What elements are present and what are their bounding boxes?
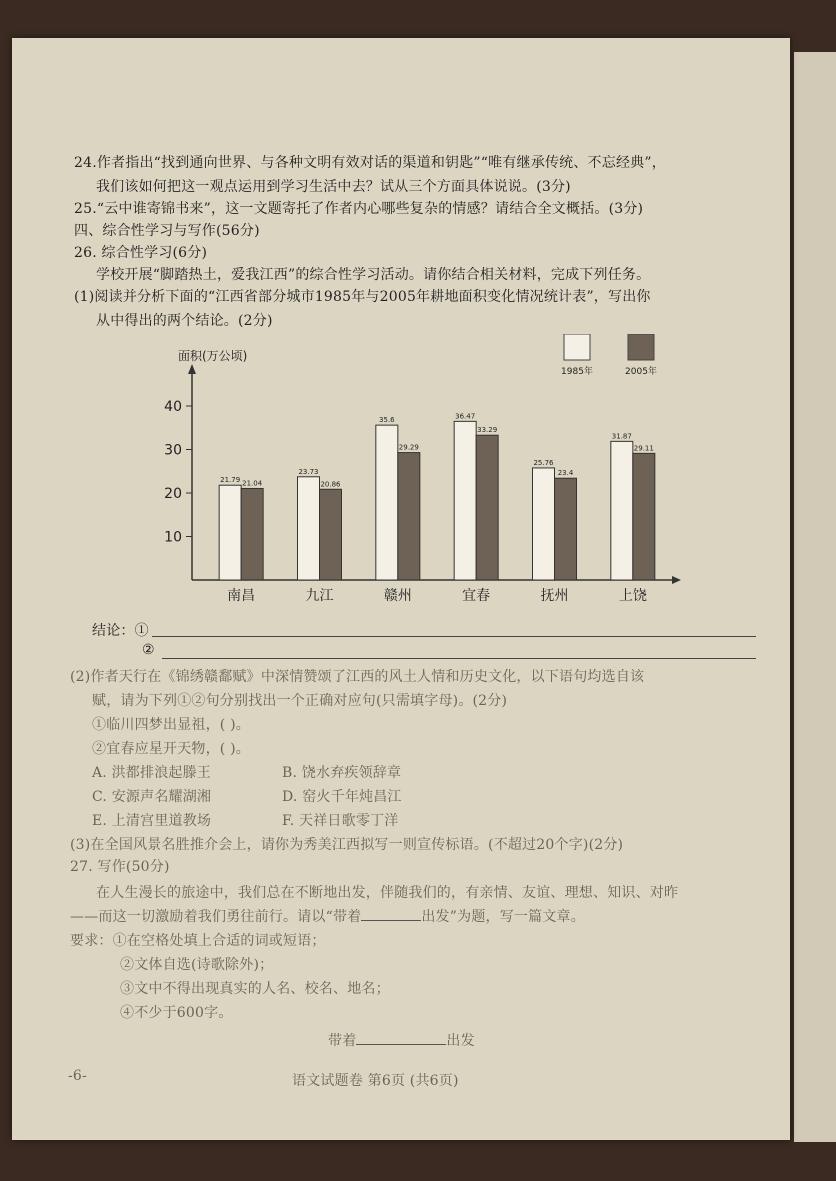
footer-center: 语文试题卷 第6页 (共6页) xyxy=(292,1073,459,1089)
bar-value-label: 21.79 xyxy=(220,476,241,485)
page-mark: -6- xyxy=(68,1068,87,1084)
essay-title-blank[interactable] xyxy=(356,1044,446,1045)
conclusion-2-blank[interactable] xyxy=(162,658,756,659)
y-axis-label: 面积(万公顷) xyxy=(178,349,248,363)
exam-page xyxy=(12,38,790,1140)
option-f: F. 天祥日歌零丁洋 xyxy=(282,813,399,829)
bar-1985 xyxy=(611,441,633,580)
bar-value-label: 36.47 xyxy=(455,412,476,421)
option-c: C. 安源声名耀湖湘 xyxy=(92,789,212,805)
bar-1985 xyxy=(533,468,555,580)
y-axis-arrow xyxy=(188,364,196,374)
y-tick-label: 10 xyxy=(164,529,182,546)
bar-value-label: 21.04 xyxy=(242,479,263,488)
bar-value-label: 35.6 xyxy=(379,416,395,425)
bar-chart xyxy=(132,334,692,602)
bar-2005 xyxy=(476,435,498,580)
q27-req4: ④不少于600字。 xyxy=(120,1005,233,1021)
bar-1985 xyxy=(454,421,476,580)
y-tick-label: 40 xyxy=(164,399,182,415)
category-label: 赣州 xyxy=(383,588,412,602)
title-blank-inline[interactable] xyxy=(361,920,421,921)
bar-2005 xyxy=(633,453,655,580)
bar-2005 xyxy=(320,489,342,580)
bar-value-label: 31.87 xyxy=(611,432,632,441)
bar-1985 xyxy=(298,477,320,580)
bar-1985 xyxy=(376,425,398,580)
q27-req2: ②文体自选(诗歌除外)； xyxy=(120,957,274,973)
q27-req1: 要求：①在空格处填上合适的词或短语； xyxy=(70,933,326,949)
q27-req3: ③文中不得出现真实的人名、校名、地名； xyxy=(120,981,390,997)
legend-swatch-1 xyxy=(628,334,654,360)
bar-value-label: 20.86 xyxy=(320,480,341,489)
essay-title: 带着 出发 xyxy=(328,1033,475,1049)
option-b: B. 饶水弃疾领辞章 xyxy=(282,765,402,781)
q26-part3: (3)在全国风景名胜推介会上，请你为秀美江西拟写一则宣传标语。(不超过20个字)(2分) xyxy=(70,837,624,853)
q26-item1: ①临川四梦出显祖，( )。 xyxy=(92,717,250,733)
q24-line1: 24.作者指出“找到通向世界、与各种文明有效对话的渠道和钥匙”“唯有继承传统、不忘经典”， xyxy=(74,155,666,171)
q24-line2: 我们该如何把这一观点运用到学习生活中去？试从三个方面具体说说。(3分) xyxy=(96,179,571,195)
q27-para1: 在人生漫长的旅途中，我们总在不断地出发，伴随我们的，有亲情、友谊、理想、知识、对昨 xyxy=(96,885,679,901)
option-d: D. 窑火千年炖昌江 xyxy=(282,789,402,805)
q26-part1-line1: (1)阅读并分析下面的“江西省部分城市1985年与2005年耕地面积变化情况统计表”，写出你 xyxy=(74,289,651,305)
bar-value-label: 23.4 xyxy=(557,469,574,478)
section4-title: 四、综合性学习与写作(56分) xyxy=(74,223,260,239)
category-label: 抚州 xyxy=(540,588,569,602)
category-label: 上饶 xyxy=(618,588,647,602)
x-axis-arrow xyxy=(672,576,681,584)
adjacent-page-edge xyxy=(794,52,836,1142)
y-tick-label: 20 xyxy=(164,486,182,502)
bar-2005 xyxy=(555,478,577,580)
q26-part2-line2: 赋，请为下列①②句分别找出一个正确对应句(只需填字母)。(2分) xyxy=(92,693,508,709)
legend-label: 2005年 xyxy=(625,367,657,377)
bar-value-label: 23.73 xyxy=(298,467,319,476)
q25: 25.“云中谁寄锦书来”，这一文题寄托了作者内心哪些复杂的情感？请结合全文概括。(3分) xyxy=(74,201,644,217)
bar-2005 xyxy=(241,488,263,580)
q26-title: 26. 综合性学习(6分) xyxy=(74,245,208,261)
q26-intro: 学校开展“脚踏热土，爱我江西”的综合性学习活动。请你结合相关材料，完成下列任务。 xyxy=(96,267,651,283)
legend-swatch-0 xyxy=(564,334,590,360)
category-label: 宜春 xyxy=(462,588,491,602)
bar-value-label: 33.29 xyxy=(477,426,498,435)
bar-1985 xyxy=(219,485,241,580)
bar-2005 xyxy=(398,453,420,580)
conclusion-label-1: 结论：① xyxy=(92,623,149,639)
option-a: A. 洪都排浪起滕王 xyxy=(92,765,212,781)
q26-part2-line1: (2)作者天行在《锦绣赣鄱赋》中深情赞颂了江西的风土人情和历史文化，以下语句均选自该 xyxy=(70,669,645,685)
y-tick-label: 30 xyxy=(164,442,182,459)
q27-title: 27. 写作(50分) xyxy=(70,859,170,875)
conclusion-label-2: ② xyxy=(142,642,155,658)
legend-label: 1985年 xyxy=(561,367,593,377)
option-e: E. 上清宫里道教场 xyxy=(92,813,212,829)
bar-value-label: 29.11 xyxy=(633,444,654,453)
q26-part1-line2: 从中得出的两个结论。(2分) xyxy=(96,313,273,329)
bar-value-label: 29.29 xyxy=(398,443,419,452)
conclusion-1-blank[interactable] xyxy=(152,636,756,637)
bar-value-label: 25.76 xyxy=(533,458,554,467)
q26-item2: ②宜春应星开天物，( )。 xyxy=(92,741,250,757)
q27-para2: ——而这一切激励着我们勇往前行。请以“带着 出发”为题，写一篇文章。 xyxy=(70,909,585,925)
category-label: 九江 xyxy=(305,588,334,602)
category-label: 南昌 xyxy=(227,588,256,602)
